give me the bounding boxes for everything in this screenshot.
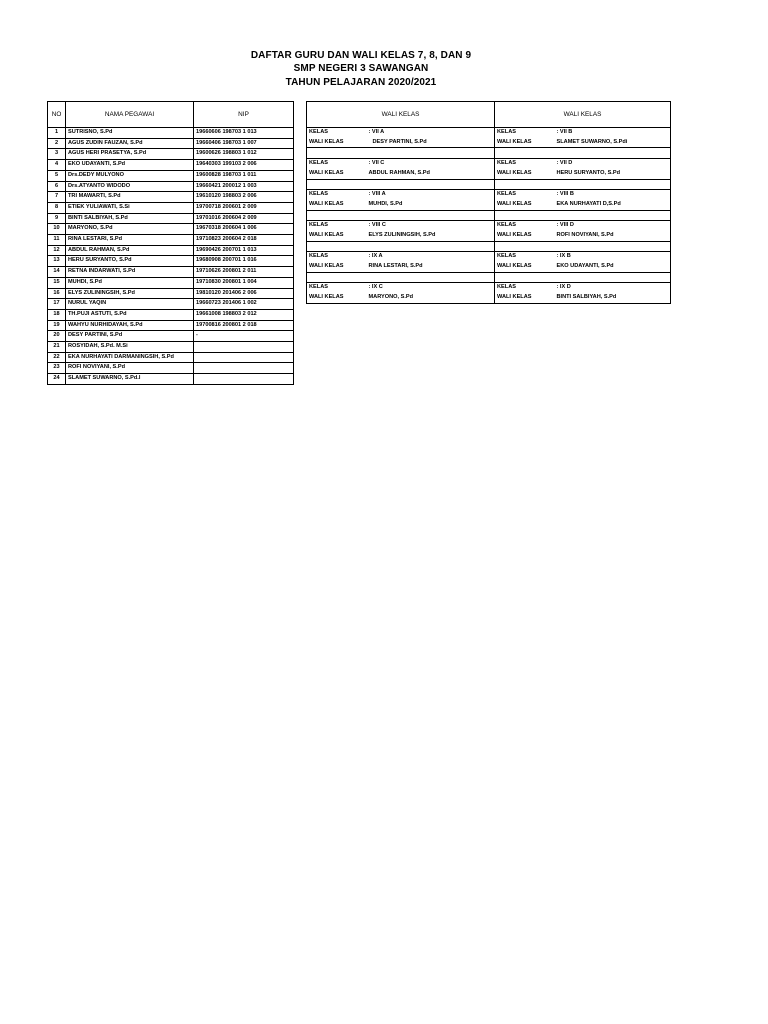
pegawai-row [48,160,294,171]
pegawai-row [48,309,294,320]
pegawai-nama-cell: SLAMET SUWARNO, S.Pd.I [66,374,194,385]
wali-cell-d [555,241,671,252]
wali-cell-d [555,272,671,283]
pegawai-nama-cell: ELYS ZULININGSIH, S.Pd [66,288,194,299]
pegawai-no-cell: 23 [48,363,66,374]
pegawai-row [48,363,294,374]
pegawai-nip-cell: 19600626 198803 1 012 [194,149,294,160]
col-header-no: NO [48,102,66,128]
pegawai-row [48,202,294,213]
pegawai-nama-cell: ABDUL RAHMAN, S.Pd [66,245,194,256]
pegawai-nama-cell: MUHDI, S.Pd [66,277,194,288]
wali-cell-b: : VIII C [367,221,495,231]
wali-cell-a: KELAS [307,159,367,169]
pegawai-row [48,213,294,224]
wali-cell-c: WALI KELAS [495,262,555,272]
pegawai-nip-cell: 19600828 198703 1 011 [194,170,294,181]
wali-cell-b: : VII A [367,128,495,138]
wali-cell-c: WALI KELAS [495,200,555,210]
wali-cell-d: EKA NURHAYATI D,S.Pd [555,200,671,210]
pegawai-nama-cell: BINTI SALBIYAH, S.Pd [66,213,194,224]
wali-cell-d [555,210,671,221]
wali-cell-a: WALI KELAS [307,293,367,303]
wali-cell-c: KELAS [495,159,555,169]
pegawai-nip-cell: 19660421 200012 1 003 [194,181,294,192]
wali-cell-a [307,148,367,159]
wali-cell-b [367,241,495,252]
pegawai-no-cell: 4 [48,160,66,171]
wali-cell-c: WALI KELAS [495,169,555,179]
wali-cell-a: KELAS [307,190,367,200]
pegawai-nama-cell: ROSYIDAH, S.Pd. M.Si [66,342,194,353]
wali-cell-a: WALI KELAS [307,231,367,241]
pegawai-row [48,170,294,181]
pegawai-row [48,138,294,149]
wali-row [307,293,671,303]
pegawai-no-cell: 24 [48,374,66,385]
wali-cell-a [307,179,367,190]
wali-cell-c: WALI KELAS [495,293,555,303]
pegawai-no-cell: 11 [48,235,66,246]
wali-cell-a: WALI KELAS [307,200,367,210]
wali-row [307,221,671,231]
pegawai-nama-cell: Drs.ATYANTO WIDODO [66,181,194,192]
pegawai-nama-cell: NURUL YAQIN [66,299,194,310]
pegawai-nama-cell: RINA LESTARI, S.Pd [66,235,194,246]
pegawai-nip-cell: 19690426 200701 1 013 [194,245,294,256]
wali-cell-c: KELAS [495,252,555,262]
wali-cell-a: WALI KELAS [307,262,367,272]
wali-cell-b [367,210,495,221]
wali-cell-b: MARYONO, S.Pd [367,293,495,303]
pegawai-nip-cell: 19710626 200801 2 011 [194,267,294,278]
pegawai-row [48,342,294,353]
wali-cell-d: : VIII B [555,190,671,200]
wali-cell-a [307,210,367,221]
pegawai-no-cell: 7 [48,192,66,203]
wali-cell-b: : VII C [367,159,495,169]
pegawai-nama-cell: TRI MAWARTI, S.Pd [66,192,194,203]
pegawai-nip-cell: 19700718 200601 2 009 [194,202,294,213]
col-header-nip: NIP [194,102,294,128]
pegawai-no-cell: 2 [48,138,66,149]
wali-row [307,148,671,159]
wali-cell-c [495,241,555,252]
pegawai-no-cell: 1 [48,128,66,139]
pegawai-nip-cell: 19710830 200801 1 004 [194,277,294,288]
wali-row [307,283,671,293]
wali-cell-d: : VIII D [555,221,671,231]
pegawai-nip-cell: 19701016 200604 2 009 [194,213,294,224]
pegawai-row [48,267,294,278]
wali-cell-d: EKO UDAYANTI, S.Pd [555,262,671,272]
wali-kelas-table [306,101,671,304]
pegawai-nip-cell [194,342,294,353]
wali-row [307,210,671,221]
pegawai-no-cell: 19 [48,320,66,331]
wali-row [307,200,671,210]
wali-cell-c [495,179,555,190]
pegawai-no-cell: 12 [48,245,66,256]
pegawai-row [48,192,294,203]
wali-row [307,190,671,200]
pegawai-nip-cell [194,352,294,363]
page-title-line2: SMP NEGERI 3 SAWANGAN [293,63,429,74]
wali-cell-a: KELAS [307,283,367,293]
pegawai-row [48,331,294,342]
wali-cell-a: WALI KELAS [307,138,367,148]
pegawai-row [48,256,294,267]
pegawai-nip-cell: 19610120 198803 2 006 [194,192,294,203]
pegawai-nama-cell: ROFI NOVIYANI, S.Pd [66,363,194,374]
wali-cell-c [495,210,555,221]
wali-row [307,159,671,169]
pegawai-nama-cell: AGUS HERI PRASETYA, S.Pd [66,149,194,160]
pegawai-no-cell: 9 [48,213,66,224]
wali-cell-c [495,272,555,283]
pegawai-no-cell: 6 [48,181,66,192]
wali-cell-a: KELAS [307,221,367,231]
wali-header-left: WALI KELAS [307,102,495,128]
wali-cell-b: MUHDI, S.Pd [367,200,495,210]
wali-row [307,138,671,148]
wali-cell-d: ROFI NOVIYANI, S.Pd [555,231,671,241]
pegawai-nama-cell: RETNA INDARWATI, S.Pd [66,267,194,278]
wali-header-row [307,102,671,128]
pegawai-table [47,101,294,385]
pegawai-nama-cell: DESY PARTINI, S.Pd [66,331,194,342]
pegawai-no-cell: 13 [48,256,66,267]
wali-cell-b [367,179,495,190]
wali-cell-b: ABDUL RAHMAN, S.Pd [367,169,495,179]
pegawai-nip-cell: 19660723 201406 1 002 [194,299,294,310]
wali-cell-c: WALI KELAS [495,138,555,148]
pegawai-nama-cell: AGUS ZUDIN FAUZAN, S.Pd [66,138,194,149]
col-header-nama: NAMA PEGAWAI [66,102,194,128]
wali-cell-b: : IX C [367,283,495,293]
pegawai-nama-cell: HERU SURYANTO, S.Pd [66,256,194,267]
pegawai-no-cell: 3 [48,149,66,160]
pegawai-nip-cell: 19670318 200604 1 006 [194,224,294,235]
wali-cell-d: : IX D [555,283,671,293]
wali-cell-a [307,241,367,252]
pegawai-no-cell: 15 [48,277,66,288]
pegawai-row [48,245,294,256]
pegawai-row [48,181,294,192]
wali-cell-b: : IX A [367,252,495,262]
pegawai-no-cell: 18 [48,309,66,320]
pegawai-nama-cell: Drs.DEDY MULYONO [66,170,194,181]
pegawai-no-cell: 10 [48,224,66,235]
pegawai-row [48,352,294,363]
pegawai-no-cell: 21 [48,342,66,353]
pegawai-row [48,299,294,310]
wali-cell-c: WALI KELAS [495,231,555,241]
wali-row [307,252,671,262]
wali-cell-b: ELYS ZULININGSIH, S.Pd [367,231,495,241]
wali-cell-c: KELAS [495,190,555,200]
wali-cell-d: SLAMET SUWARNO, S.Pdi [555,138,671,148]
wali-cell-a [307,272,367,283]
pegawai-no-cell: 14 [48,267,66,278]
pegawai-row [48,149,294,160]
pegawai-nama-cell: EKO UDAYANTI, S.Pd [66,160,194,171]
pegawai-no-cell: 17 [48,299,66,310]
wali-row [307,262,671,272]
wali-cell-d: HERU SURYANTO, S.Pd [555,169,671,179]
pegawai-row [48,277,294,288]
pegawai-no-cell: 20 [48,331,66,342]
pegawai-row [48,374,294,385]
wali-cell-a: KELAS [307,252,367,262]
wali-cell-a: WALI KELAS [307,169,367,179]
page-title-line3: TAHUN PELAJARAN 2020/2021 [285,77,437,88]
pegawai-nip-cell: 19680908 200701 1 016 [194,256,294,267]
wali-body [307,128,671,304]
wali-row [307,241,671,252]
pegawai-nip-cell: 19661008 198803 2 012 [194,309,294,320]
pegawai-body [48,128,294,385]
pegawai-nip-cell: 19640303 199103 2 006 [194,160,294,171]
wali-cell-d [555,179,671,190]
wali-row [307,169,671,179]
wali-cell-d: : VII B [555,128,671,138]
pegawai-row [48,128,294,139]
wali-cell-c [495,148,555,159]
wali-row [307,128,671,138]
wali-cell-c: KELAS [495,283,555,293]
pegawai-nip-cell: - [194,331,294,342]
pegawai-row [48,235,294,246]
wali-cell-b [367,272,495,283]
pegawai-nama-cell: TH.PUJI ASTUTI, S.Pd [66,309,194,320]
pegawai-nip-cell [194,374,294,385]
pegawai-no-cell: 5 [48,170,66,181]
pegawai-nama-cell: WAHYU NURHIDAYAH, S.Pd [66,320,194,331]
pegawai-no-cell: 8 [48,202,66,213]
wali-row [307,179,671,190]
pegawai-row [48,320,294,331]
wali-cell-d [555,148,671,159]
pegawai-nip-cell [194,363,294,374]
pegawai-no-cell: 16 [48,288,66,299]
pegawai-no-cell: 22 [48,352,66,363]
page-title-line1: DAFTAR GURU DAN WALI KELAS 7, 8, DAN 9 [250,50,472,61]
wali-cell-b: DESY PARTINI, S.Pd [367,138,495,148]
wali-row [307,272,671,283]
wali-cell-d: : IX B [555,252,671,262]
pegawai-nama-cell: ETIEK YULIAWATI, S.Si [66,202,194,213]
pegawai-nama-cell: SUTRISNO, S.Pd [66,128,194,139]
pegawai-row [48,288,294,299]
pegawai-nip-cell: 19660606 198703 1 013 [194,128,294,139]
wali-cell-b: RINA LESTARI, S.Pd [367,262,495,272]
pegawai-nip-cell: 19810120 201406 2 006 [194,288,294,299]
pegawai-nip-cell: 19660406 198703 1 007 [194,138,294,149]
wali-cell-d: BINTI SALBIYAH, S.Pd [555,293,671,303]
wali-row [307,231,671,241]
pegawai-nama-cell: MARYONO, S.Pd [66,224,194,235]
wali-cell-b: : VIII A [367,190,495,200]
wali-cell-c: KELAS [495,221,555,231]
pegawai-nip-cell: 19700816 200801 2 018 [194,320,294,331]
pegawai-row [48,224,294,235]
wali-cell-b [367,148,495,159]
wali-cell-c: KELAS [495,128,555,138]
wali-header-right: WALI KELAS [495,102,671,128]
pegawai-nip-cell: 19710823 200604 2 018 [194,235,294,246]
wali-cell-d: : VII D [555,159,671,169]
pegawai-header-row [48,102,294,128]
pegawai-nama-cell: EKA NURHAYATI DARMANINGSIH, S.Pd [66,352,194,363]
wali-cell-a: KELAS [307,128,367,138]
